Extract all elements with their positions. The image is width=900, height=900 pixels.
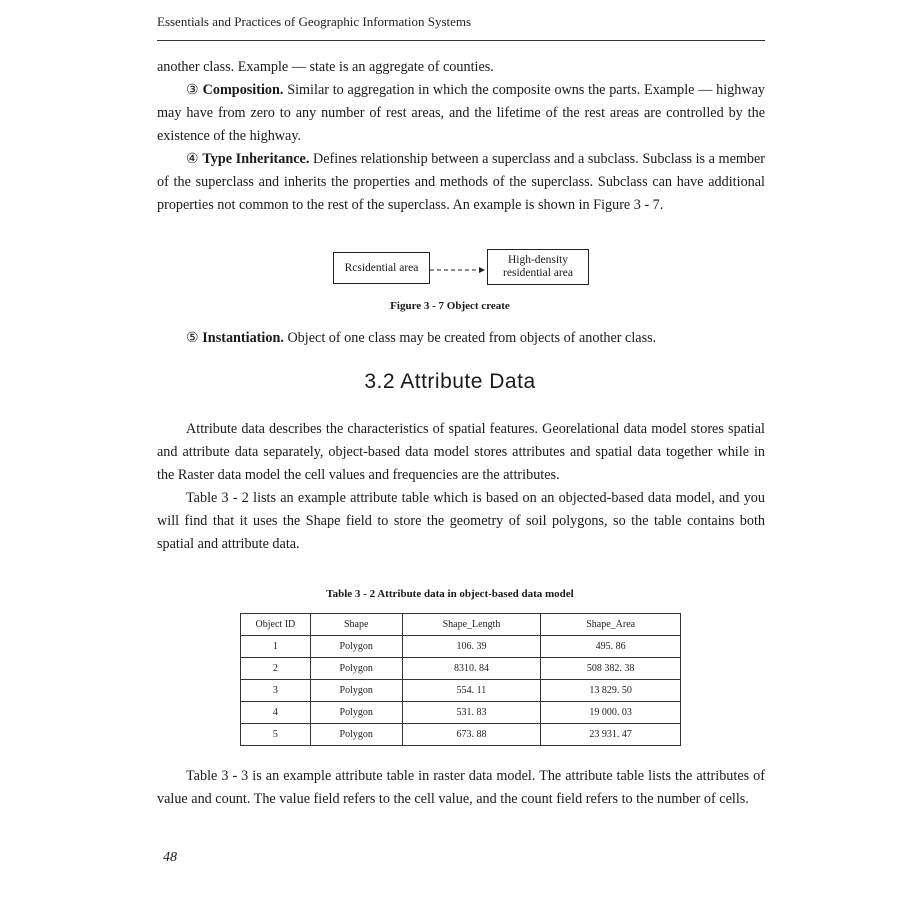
list-marker: ④ (186, 151, 199, 167)
term-type-inheritance: Type Inheritance. (202, 151, 310, 167)
list-marker: ⑤ (186, 330, 199, 346)
table-header-cell: Shape_Length (402, 614, 541, 636)
paragraph-table-3-3: Table 3 - 3 is an example attribute table in raster data model. The attribute table lists the attributes of value and count. The value field refers to the cell value, and the count field refers to the number of cells. (157, 768, 765, 807)
term-composition: Composition. (202, 82, 284, 98)
type-inheritance-body: Defines relationship between a superclass and a subclass. Subclass is a member of the superclass and inherits the properties and methods of the superclass. Subclass can have additional properties not common to the rest of the superclass. An example is shown in Figure 3 - 7. (157, 151, 766, 213)
paragraph-attribute-data: Attribute data describes the characteristics of spatial features. Georelational data model stores spatial and attribute data separately, object-based data model stores attributes and spatial data together while in the Raster data model the cell values and frequencies are the attributes. (157, 421, 765, 483)
composition-body: Similar to aggregation in which the composite owns the parts. Example — highway may have from zero to any number of rest areas, and the lifetime of the rest areas are controlled by the existence of the highway. (157, 82, 765, 144)
upper-text-block (157, 56, 765, 217)
table-cell: Polygon (310, 636, 402, 658)
figure-caption: Figure 3 - 7 Object create (390, 300, 510, 312)
dashed-arrow-icon (430, 266, 485, 274)
table-cell: Polygon (310, 702, 402, 724)
residential-area-box (333, 252, 430, 284)
high-density-label: High-density residential area (503, 254, 573, 279)
paragraph-table-3-2: Table 3 - 2 lists an example attribute table which is based on an objected-based data model, and you will find that it uses the Shape field to store the geometry of soil polygons, so the table contains both spatial and attribute data. (157, 490, 765, 552)
table-cell: 8310. 84 (402, 658, 541, 680)
list-marker: ③ (186, 82, 199, 98)
table-cell: 13 829. 50 (541, 680, 681, 702)
table-cell: Polygon (310, 658, 402, 680)
table-cell: 554. 11 (402, 680, 541, 702)
paragraph-composition (157, 79, 765, 148)
table-row (241, 636, 681, 658)
residential-area-label: Rcsidential area (344, 261, 419, 274)
table-cell: 4 (241, 702, 311, 724)
table-header-cell: Shape_Area (541, 614, 681, 636)
table-cell: Polygon (310, 724, 402, 746)
running-head: Essentials and Practices of Geographic Information Systems (157, 14, 472, 29)
figure-3-7 (333, 249, 588, 287)
closing-text-block (157, 765, 765, 811)
paragraph-aggregation-end: another class. Example — state is an aggregate of counties. (157, 59, 494, 75)
instantiation-body: Object of one class may be created from objects of another class. (287, 330, 657, 346)
table-cell: 508 382. 38 (541, 658, 681, 680)
table-cell: 19 000. 03 (541, 702, 681, 724)
table-cell: Polygon (310, 680, 402, 702)
header-rule (157, 40, 765, 41)
page-number: 48 (163, 850, 177, 865)
high-density-box (487, 249, 589, 285)
table-cell: 5 (241, 724, 311, 746)
table-caption: Table 3 - 2 Attribute data in object-based data model (326, 588, 574, 600)
attribute-table (240, 613, 681, 746)
table-cell: 1 (241, 636, 311, 658)
table-row (241, 658, 681, 680)
table-header-row (241, 614, 681, 636)
table-cell: 3 (241, 680, 311, 702)
table-row (241, 702, 681, 724)
table-cell: 673. 88 (402, 724, 541, 746)
table-cell: 2 (241, 658, 311, 680)
instantiation-block (157, 327, 765, 350)
table-cell: 495. 86 (541, 636, 681, 658)
table-row (241, 724, 681, 746)
term-instantiation: Instantiation. (202, 330, 284, 346)
section-heading: 3.2 Attribute Data (364, 370, 536, 393)
attribute-text-block (157, 418, 765, 556)
table-header-cell: Shape (310, 614, 402, 636)
paragraph-instantiation (157, 327, 765, 350)
paragraph-type-inheritance (157, 148, 765, 217)
table-cell: 531. 83 (402, 702, 541, 724)
table-cell: 106. 39 (402, 636, 541, 658)
table-row (241, 680, 681, 702)
table-header-cell: Object ID (241, 614, 311, 636)
table-cell: 23 931. 47 (541, 724, 681, 746)
